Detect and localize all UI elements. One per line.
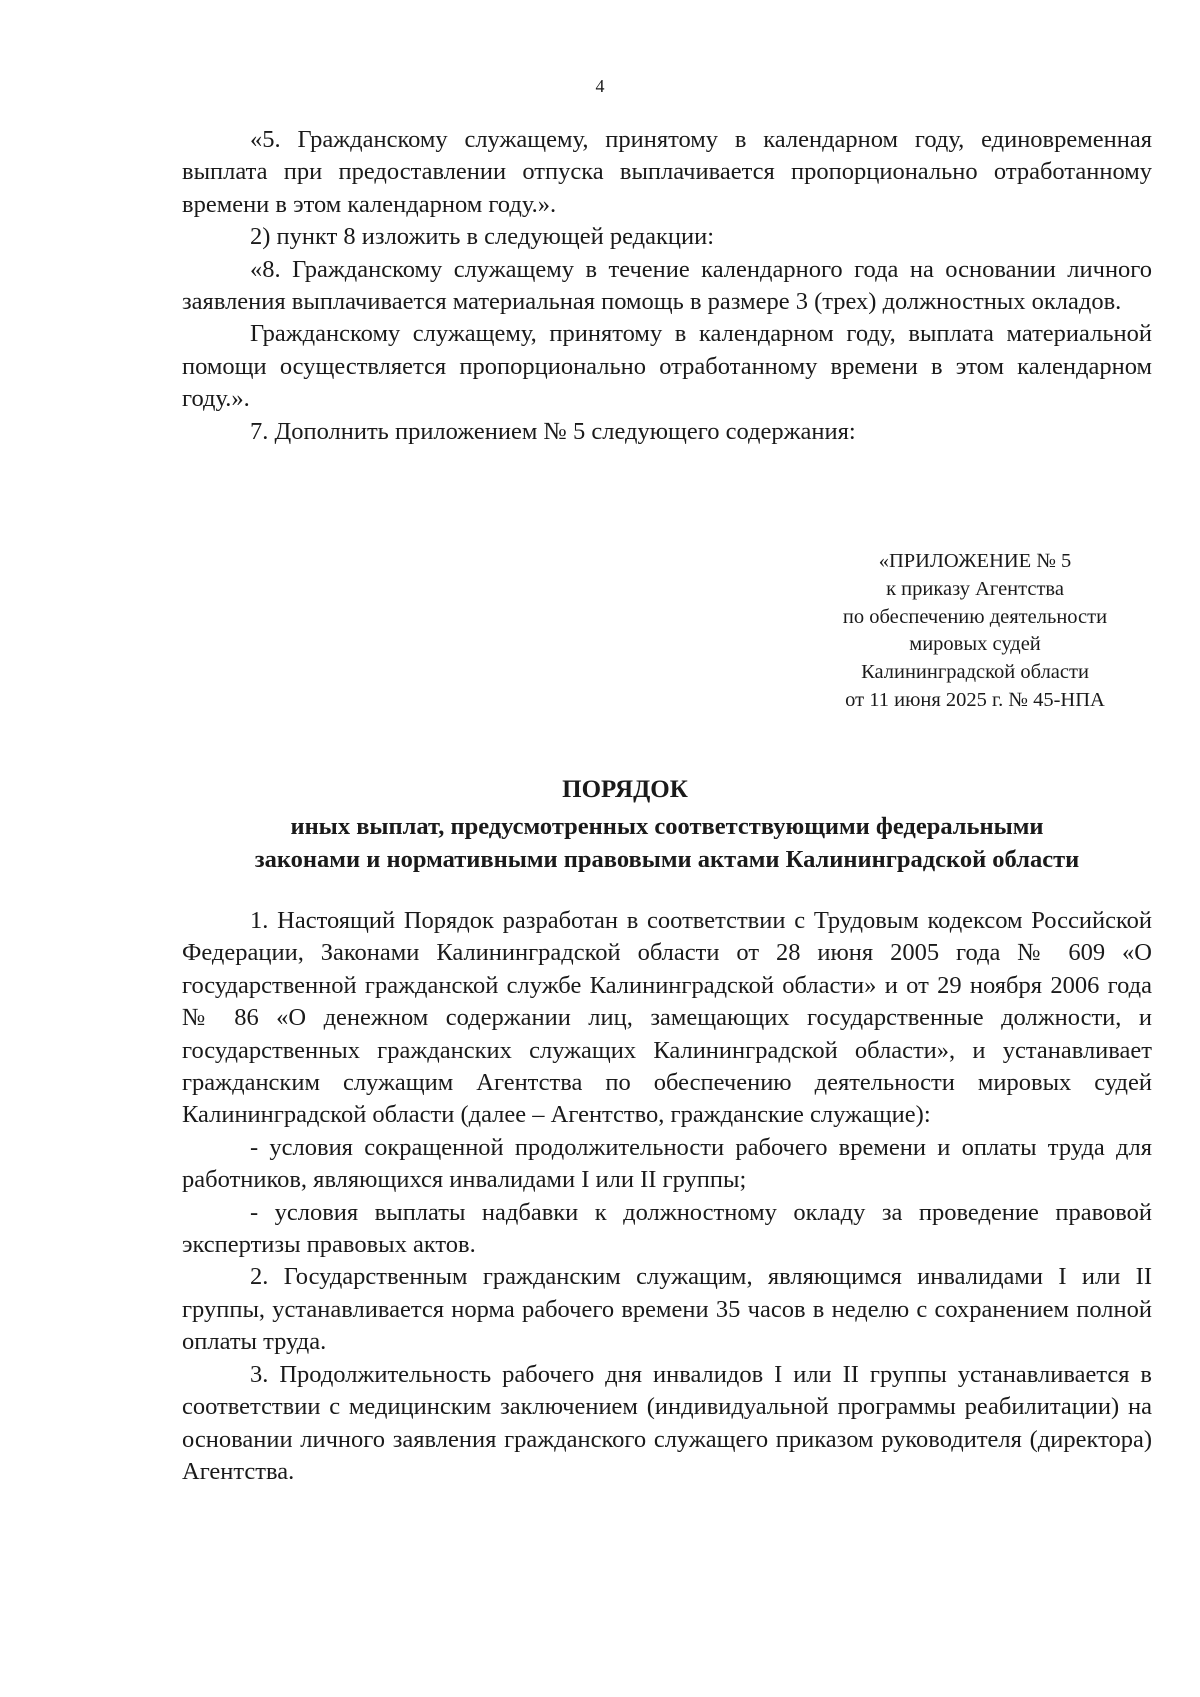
paragraph: Гражданскому служащему, принятому в календарном году, выплата материальной помощи осуществляется пропорционально отработанному времени в этом календарном году.». (182, 320, 1152, 413)
paragraph: - условия сокращенной продолжительности рабочего времени и оплаты труда для работников, являющихся инвалидами I или II группы; (182, 1133, 1152, 1194)
paragraph: 2. Государственным гражданским служащим, являющимся инвалидами I или II группы, устанавливается норма рабочего времени 35 часов в неделю с сохранением полной оплаты труда. (182, 1263, 1152, 1356)
subtitle-line: иных выплат, предусмотренных соответствующими федеральными (290, 813, 1044, 840)
annex-line: Калининградской области (861, 661, 1089, 684)
paragraph: 7. Дополнить приложением № 5 следующего содержания: (250, 417, 856, 445)
paragraph: «5. Гражданскому служащему, принятому в календарном году, единовременная выплата при предоставлении отпуска выплачивается пропорционально отработанному времени в этом календарном году.». (182, 126, 1152, 218)
annex-line: мировых судей (909, 633, 1041, 656)
subtitle-line: законами и нормативными правовыми актами Калининградской области (254, 846, 1080, 873)
annex-line: от 11 июня 2025 г. № 45-НПА (845, 688, 1105, 711)
annex-line: к приказу Агентства (886, 577, 1064, 600)
page-number: 4 (595, 76, 605, 96)
paragraph: - условия выплаты надбавки к должностному окладу за проведение правовой экспертизы правовых актов. (182, 1198, 1152, 1259)
paragraph: 1. Настоящий Порядок разработан в соответствии с Трудовым кодексом Российской Федерации, Законами Калининградской области от 28 июня 2005 года № 609 «О государственной гражданской службе Калининградской области» и от 29 ноября 2006 года № 86 «О денежном содержании лиц, замещающих государственные должности, и государственных гражданских служащих Калининградской области», и устанавливает гражданским служащим Агентства по обеспечению деятельности мировых судей Калининградской области (далее – Агентство, гражданские служащие): (182, 907, 1152, 1129)
paragraph: «8. Гражданскому служащему в течение календарного года на основании личного заявления выплачивается материальная помощь в размере 3 (трех) должностных окладов. (182, 255, 1152, 316)
paragraph: 2) пункт 8 изложить в следующей редакции: (250, 223, 715, 251)
document-subtitle (182, 810, 1152, 876)
procedure-text (182, 905, 1152, 1488)
annex-line: «ПРИЛОЖЕНИЕ № 5 (878, 550, 1072, 572)
annex-header (790, 548, 1160, 715)
document-title: ПОРЯДОК (562, 776, 688, 803)
annex-line: по обеспечению деятельности (842, 605, 1108, 628)
paragraph: 3. Продолжительность рабочего дня инвалидов I или II группы устанавливается в соответствии с медицинским заключением (индивидуальной программы реабилитации) на основании личного заявления гражданского служащего приказом руководителя (директора) Агентства. (182, 1360, 1152, 1485)
amendment-text (182, 124, 1152, 448)
